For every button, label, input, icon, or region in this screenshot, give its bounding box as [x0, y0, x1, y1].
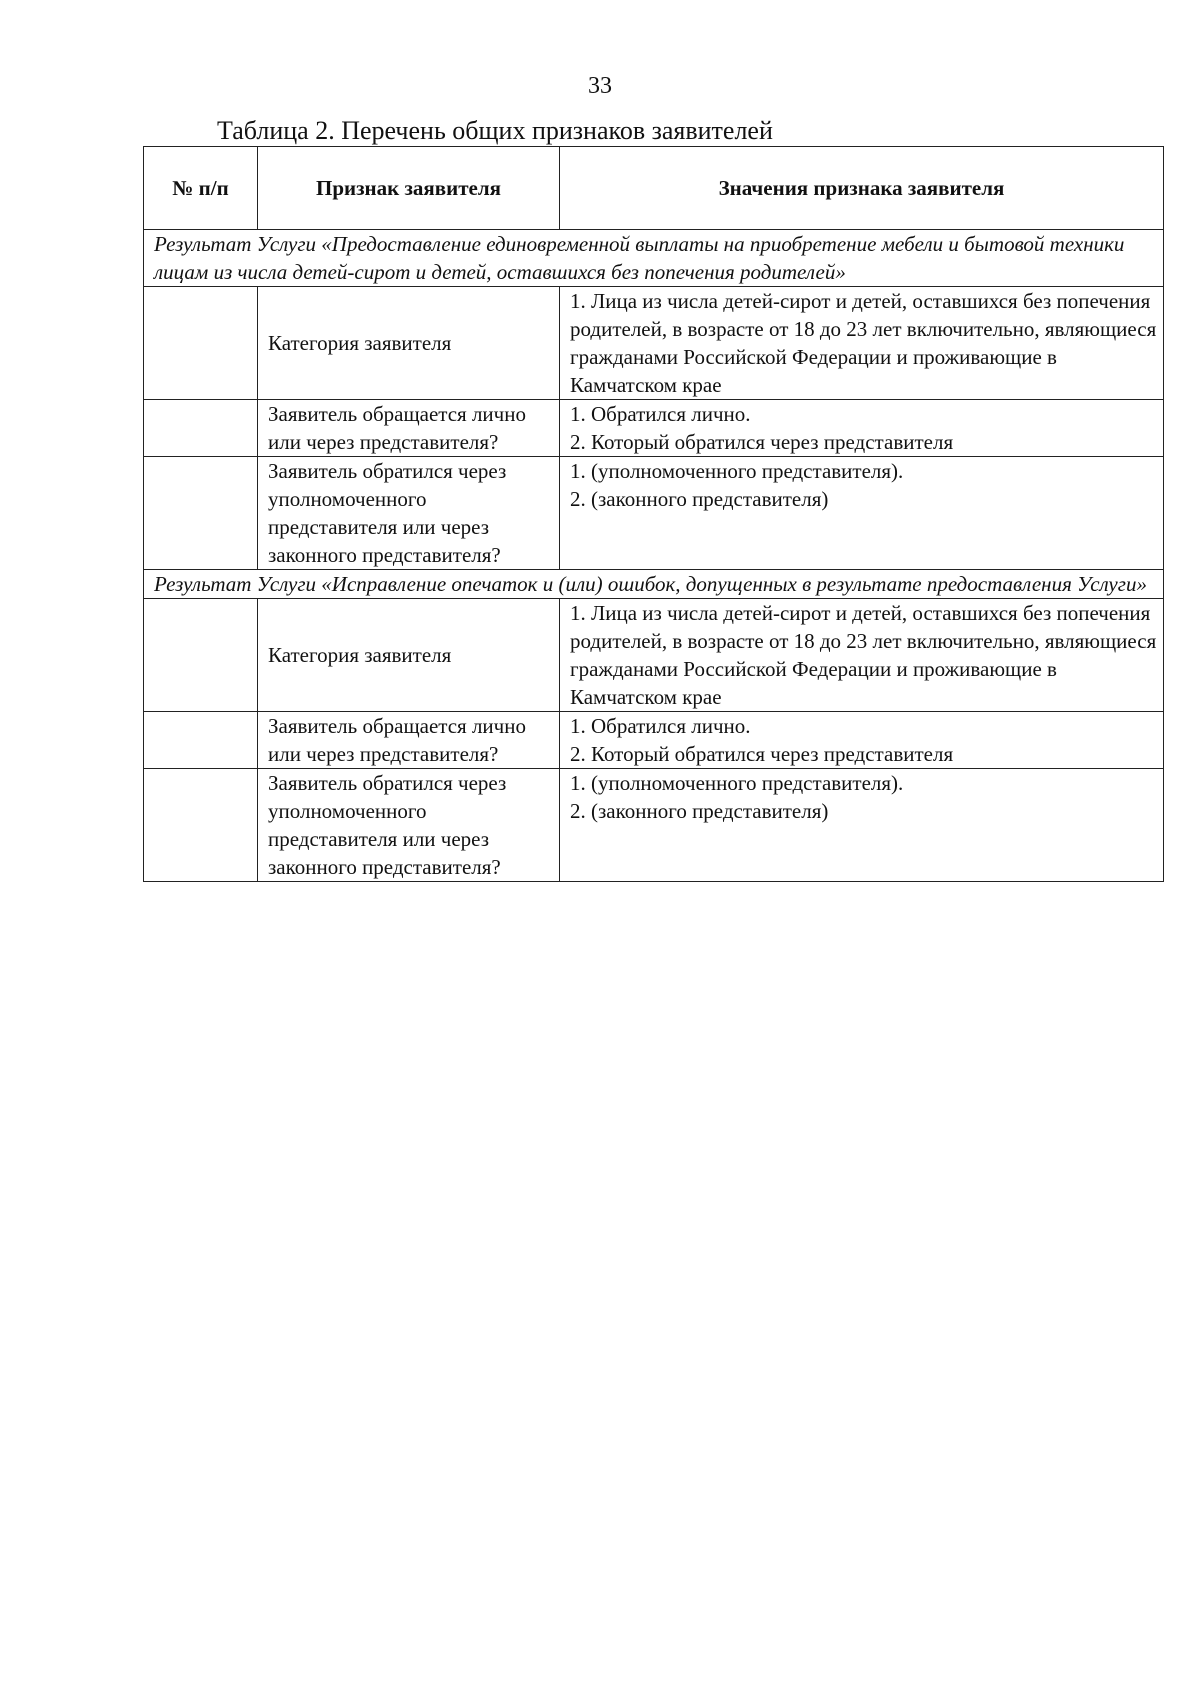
applicant-features-table: [143, 146, 1164, 882]
row-number: [144, 457, 258, 570]
value-item: 1. Лица из числа детей-сирот и детей, оставшихся без попечения родителей, в возрасте от 18 до 23 лет включительно, являющиеся гражданами Российской Федерации и проживающие в Камчатском крае: [570, 289, 1157, 397]
header-values: Значения признака заявителя: [560, 147, 1164, 230]
value-item: 1. Лица из числа детей-сирот и детей, оставшихся без попечения родителей, в возрасте от 18 до 23 лет включительно, являющиеся гражданами Российской Федерации и проживающие в Камчатском крае: [570, 601, 1157, 709]
row-sign: Заявитель обратился через уполномоченного представителя или через законного представителя?: [258, 457, 560, 570]
row-sign: Заявитель обращается лично или через представителя?: [258, 712, 560, 769]
table-header-row: [144, 147, 1164, 230]
section-title: Результат Услуги «Предоставление единовременной выплаты на приобретение мебели и бытовой техники лицам из числа детей-сирот и детей, оставшихся без попечения родителей»: [144, 230, 1164, 287]
value-item: 1. (уполномоченного представителя).: [570, 771, 904, 795]
row-values: [560, 769, 1164, 882]
section-row: [144, 570, 1164, 599]
row-values: [560, 599, 1164, 712]
value-item: 1. Обратился лично.: [570, 714, 751, 738]
row-sign: Заявитель обращается лично или через представителя?: [258, 400, 560, 457]
row-number: [144, 599, 258, 712]
table-row: [144, 457, 1164, 570]
row-values: [560, 287, 1164, 400]
table-row: [144, 400, 1164, 457]
value-item: 1. Обратился лично.: [570, 402, 751, 426]
row-values: [560, 400, 1164, 457]
table-row: [144, 769, 1164, 882]
row-number: [144, 400, 258, 457]
header-sign: Признак заявителя: [258, 147, 560, 230]
row-number: [144, 287, 258, 400]
value-item: 2. (законного представителя): [570, 487, 829, 511]
row-number: [144, 712, 258, 769]
section-title: Результат Услуги «Исправление опечаток и (или) ошибок, допущенных в результате предоставления Услуги»: [144, 570, 1164, 599]
row-sign: Категория заявителя: [258, 287, 560, 400]
value-item: 2. Который обратился через представителя: [570, 742, 954, 766]
value-item: 2. Который обратился через представителя: [570, 430, 954, 454]
value-item: 1. (уполномоченного представителя).: [570, 459, 904, 483]
row-values: [560, 457, 1164, 570]
row-number: [144, 769, 258, 882]
value-item: 2. (законного представителя): [570, 799, 829, 823]
page-number: 33: [588, 73, 612, 99]
table-row: [144, 599, 1164, 712]
header-number: № п/п: [144, 147, 258, 230]
row-values: [560, 712, 1164, 769]
row-sign: Категория заявителя: [258, 599, 560, 712]
row-sign: Заявитель обратился через уполномоченного представителя или через законного представителя?: [258, 769, 560, 882]
table-row: [144, 712, 1164, 769]
table-caption: Таблица 2. Перечень общих признаков заявителей: [217, 116, 773, 145]
section-row: [144, 230, 1164, 287]
table-row: [144, 287, 1164, 400]
